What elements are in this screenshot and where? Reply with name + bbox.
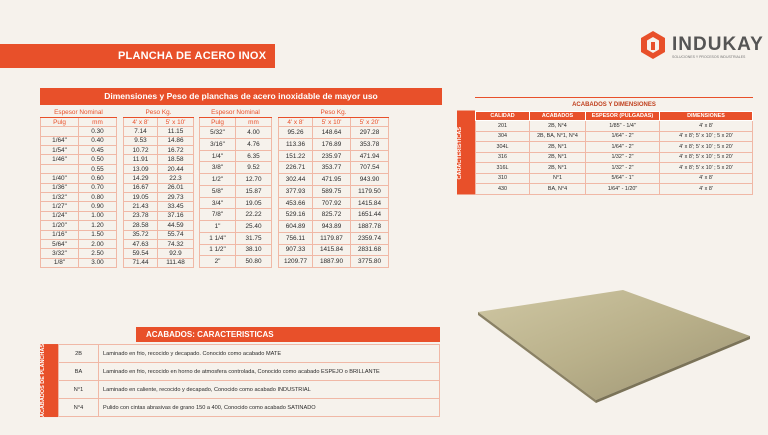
table-cell: 4.76: [236, 139, 272, 151]
caracteristicas-side-label: CARACTERISTICAS: [457, 111, 475, 195]
table-cell: 11.91: [124, 155, 158, 164]
table-cell: 1651.44: [351, 209, 389, 221]
col-5x10: 5' x 10': [158, 117, 194, 126]
table-row: [59, 399, 440, 417]
table-cell: 0.80: [79, 193, 117, 202]
table-cell: 1/64" - 2": [586, 131, 660, 142]
table-row: [200, 221, 389, 233]
finish-description: Laminado en caliente, recocido y decapado, Conocido como acabado INDUSTRIAL: [99, 381, 440, 399]
table-cell: 377.93: [279, 185, 313, 197]
table-cell: 2B, N°1: [530, 142, 586, 153]
acabados-planchas-side-label: ACABADOS DE PLANCHAS: [40, 344, 58, 417]
table-cell: 148.64: [313, 127, 351, 139]
table-row: [41, 221, 194, 230]
steel-plate-image: [478, 290, 758, 410]
table-cell: 113.36: [279, 139, 313, 151]
table-cell: 1/32" - 2": [586, 152, 660, 163]
col-dimensiones: DIMENSIONES: [660, 112, 753, 121]
table-cell: [41, 164, 79, 173]
table-cell: 907.33: [279, 244, 313, 256]
col-pulg-2: Pulg: [200, 117, 236, 126]
table-row: [41, 174, 194, 183]
table-cell: 5/8": [200, 185, 236, 197]
table-cell: 5/32": [200, 127, 236, 139]
table-cell: 59.54: [124, 249, 158, 258]
table-cell: 943.89: [313, 221, 351, 233]
table-cell: 176.89: [313, 139, 351, 151]
table-cell: BA, N°4: [530, 184, 586, 195]
table-cell: 1/64": [41, 136, 79, 145]
table-cell: 38.10: [236, 244, 272, 256]
table-cell: 0.50: [79, 155, 117, 164]
acabados-caracteristicas-section: [40, 327, 440, 417]
table-cell: 3/4": [200, 197, 236, 209]
table-row: [200, 244, 389, 256]
table-cell: 825.72: [313, 209, 351, 221]
table-cell: 2359.74: [351, 232, 389, 244]
table-row: [476, 121, 753, 132]
table-cell: 756.11: [279, 232, 313, 244]
table-row: [41, 249, 194, 258]
table-cell: 1 1/2": [200, 244, 236, 256]
indukay-logo-icon: [640, 30, 666, 60]
table-cell: 3/8": [200, 162, 236, 174]
table-cell: 4' x 8': [660, 184, 753, 195]
table-row: [41, 164, 194, 173]
table-row: [200, 185, 389, 197]
espesor-nominal-header: Espesor Nominal: [41, 108, 117, 117]
table-cell: 529.16: [279, 209, 313, 221]
table-cell: 707.54: [351, 162, 389, 174]
table-cell: 14.86: [158, 136, 194, 145]
table-cell: 31.75: [236, 232, 272, 244]
table-cell: 10.72: [124, 146, 158, 155]
peso-header-2: Peso Kg.: [279, 108, 389, 117]
table-cell: 3.00: [79, 258, 117, 267]
table-cell: 1/27": [41, 202, 79, 211]
table-cell: 28.58: [124, 221, 158, 230]
table-cell: 29.73: [158, 193, 194, 202]
table-cell: 74.32: [158, 239, 194, 248]
finish-code: N°1: [59, 381, 99, 399]
table-cell: 19.05: [236, 197, 272, 209]
table-cell: 4.00: [236, 127, 272, 139]
acabados-caracteristicas-table: [58, 344, 440, 417]
table-cell: 1/8": [41, 258, 79, 267]
table-cell: 26.01: [158, 183, 194, 192]
table-row: [200, 209, 389, 221]
finish-code: 2B: [59, 345, 99, 363]
table-cell: 1179.50: [351, 185, 389, 197]
table-cell: 47.63: [124, 239, 158, 248]
col-4x8: 4' x 8': [124, 117, 158, 126]
table-cell: 0.55: [79, 164, 117, 173]
finish-description: Laminado en frio, recocido en horno de atmosfera controlada, Conocido como acabado ESPEJO o BRILLANTE: [99, 363, 440, 381]
dimensions-table-group2: [199, 108, 389, 268]
table-cell: 1/24": [41, 211, 79, 220]
finish-code: N°4: [59, 399, 99, 417]
table-cell: 235.97: [313, 150, 351, 162]
table-cell: 3/32": [41, 249, 79, 258]
table-cell: 18.58: [158, 155, 194, 164]
table-cell: 1/4": [200, 150, 236, 162]
table-cell: 1.00: [79, 211, 117, 220]
table-cell: 589.75: [313, 185, 351, 197]
table-row: [476, 173, 753, 184]
table-cell: 1415.84: [351, 197, 389, 209]
table-cell: 2B, N°1: [530, 152, 586, 163]
table-cell: 471.95: [313, 174, 351, 186]
table-row: [200, 139, 389, 151]
col-espesor: ESPESOR (PULGADAS): [586, 112, 660, 121]
table-row: [476, 184, 753, 195]
table-row: [59, 363, 440, 381]
table-cell: 15.87: [236, 185, 272, 197]
col-mm: mm: [79, 117, 117, 126]
table-cell: 2.00: [79, 239, 117, 248]
table-row: [200, 162, 389, 174]
table-cell: 1/85" - 1/4": [586, 121, 660, 132]
table-cell: 302.44: [279, 174, 313, 186]
table-row: [476, 163, 753, 174]
col-acabados: ACABADOS: [530, 112, 586, 121]
col-5x10-2: 5' x 10': [313, 117, 351, 126]
table-cell: 0.40: [79, 136, 117, 145]
table-cell: 1/46": [41, 155, 79, 164]
table-cell: 23.78: [124, 211, 158, 220]
table-cell: 19.05: [124, 193, 158, 202]
table-cell: 2831.68: [351, 244, 389, 256]
table-cell: 33.45: [158, 202, 194, 211]
dimensions-table-section: [40, 88, 442, 268]
table-cell: 44.59: [158, 221, 194, 230]
brand-name: INDUKAY: [672, 34, 764, 55]
table-row: [41, 155, 194, 164]
table-cell: 6.35: [236, 150, 272, 162]
table-cell: 2B, N°4: [530, 121, 586, 132]
table-cell: 430: [476, 184, 530, 195]
col-5x20-2: 5' x 20': [351, 117, 389, 126]
table-cell: 604.89: [279, 221, 313, 233]
table-cell: 25.40: [236, 221, 272, 233]
table-cell: 1/54": [41, 146, 79, 155]
table-cell: 3/16": [200, 139, 236, 151]
col-calidad: CALIDAD: [476, 112, 530, 121]
table-cell: 0.70: [79, 183, 117, 192]
table-row: [200, 150, 389, 162]
acabados-dimensiones-table: [475, 111, 753, 195]
table-cell: 1179.87: [313, 232, 351, 244]
table-cell: 310: [476, 173, 530, 184]
table-cell: 55.74: [158, 230, 194, 239]
acabados-dimensiones-title: ACABADOS Y DIMENSIONES: [475, 97, 753, 111]
table-cell: 453.66: [279, 197, 313, 209]
table-cell: 151.22: [279, 150, 313, 162]
table-cell: 12.70: [236, 174, 272, 186]
table-cell: 7/8": [200, 209, 236, 221]
table-row: [41, 146, 194, 155]
table-row: [200, 232, 389, 244]
table-cell: 111.48: [158, 258, 194, 267]
table-cell: 1209.77: [279, 256, 313, 268]
table-cell: 4' x 8': [660, 121, 753, 132]
table-cell: 1.50: [79, 230, 117, 239]
table-cell: 1/40": [41, 174, 79, 183]
table-cell: 4' x 8': [660, 173, 753, 184]
table-cell: N°1: [530, 173, 586, 184]
table-cell: 3775.80: [351, 256, 389, 268]
table-cell: 14.29: [124, 174, 158, 183]
table-cell: 1415.84: [313, 244, 351, 256]
table-cell: 37.16: [158, 211, 194, 220]
table-cell: 943.90: [351, 174, 389, 186]
espesor-nominal-header-2: Espesor Nominal: [200, 108, 272, 117]
finish-code: BA: [59, 363, 99, 381]
table-row: [41, 127, 194, 136]
table-cell: 226.71: [279, 162, 313, 174]
table-cell: 0.30: [79, 127, 117, 136]
table-row: [200, 197, 389, 209]
table-cell: 316: [476, 152, 530, 163]
table-cell: 2B, N°1: [530, 163, 586, 174]
table-cell: 16.67: [124, 183, 158, 192]
table-cell: 1/2": [200, 174, 236, 186]
table-cell: 2": [200, 256, 236, 268]
table-row: [476, 131, 753, 142]
table-cell: [41, 127, 79, 136]
table-cell: 1/64" - 2": [586, 142, 660, 153]
table-row: [41, 239, 194, 248]
table-cell: 1887.90: [313, 256, 351, 268]
table-row: [41, 193, 194, 202]
table-cell: 71.44: [124, 258, 158, 267]
table-cell: 92.9: [158, 249, 194, 258]
acabados-dimensiones-section: [457, 97, 753, 195]
table-cell: 0.90: [79, 202, 117, 211]
table-row: [476, 142, 753, 153]
table-row: [200, 127, 389, 139]
table-cell: 2.50: [79, 249, 117, 258]
table-cell: 0.60: [79, 174, 117, 183]
table-cell: 5/64" - 1": [586, 173, 660, 184]
table-cell: 297.28: [351, 127, 389, 139]
table-row: [41, 136, 194, 145]
table-cell: 353.78: [351, 139, 389, 151]
table-cell: 1/16": [41, 230, 79, 239]
table-cell: 353.77: [313, 162, 351, 174]
table-cell: 1/36": [41, 183, 79, 192]
table-cell: 35.72: [124, 230, 158, 239]
table-cell: 2B, BA, N°1, N°4: [530, 131, 586, 142]
table-cell: 22.3: [158, 174, 194, 183]
table-cell: 471.94: [351, 150, 389, 162]
table-row: [200, 174, 389, 186]
table-cell: 11.15: [158, 127, 194, 136]
table-cell: 9.53: [124, 136, 158, 145]
table-cell: 9.52: [236, 162, 272, 174]
table-cell: 1/32" - 2": [586, 163, 660, 174]
col-4x8-2: 4' x 8': [279, 117, 313, 126]
col-pulg: Pulg: [41, 117, 79, 126]
table-cell: 304L: [476, 142, 530, 153]
table-row: [59, 381, 440, 399]
table-cell: 20.44: [158, 164, 194, 173]
table-row: [200, 256, 389, 268]
col-mm-2: mm: [236, 117, 272, 126]
table-row: [41, 202, 194, 211]
dimensions-table-group1: [40, 108, 194, 268]
table-cell: 7.14: [124, 127, 158, 136]
table-cell: 1887.78: [351, 221, 389, 233]
table-cell: 316L: [476, 163, 530, 174]
table-cell: 1.20: [79, 221, 117, 230]
finish-description: Pulido con cintas abrasivas de grano 150 a 400, Conocido como acabado SATINADO: [99, 399, 440, 417]
table-row: [41, 230, 194, 239]
page-title: PLANCHA DE ACERO INOX: [0, 44, 275, 68]
table-cell: 1 1/4": [200, 232, 236, 244]
table-row: [41, 211, 194, 220]
acabados-caracteristicas-title: ACABADOS: CARACTERISTICAS: [136, 327, 440, 342]
table-cell: 1/64" - 1/20": [586, 184, 660, 195]
table-cell: 95.26: [279, 127, 313, 139]
table-cell: 201: [476, 121, 530, 132]
table-cell: 13.09: [124, 164, 158, 173]
table-cell: 21.43: [124, 202, 158, 211]
table-cell: 4' x 8'; 5' x 10' ; 5 x 20': [660, 163, 753, 174]
table-cell: 16.72: [158, 146, 194, 155]
table-cell: 707.92: [313, 197, 351, 209]
dimensions-table-title: Dimensiones y Peso de planchas de acero inoxidable de mayor uso: [40, 88, 442, 105]
table-cell: 22.22: [236, 209, 272, 221]
table-cell: 5/64": [41, 239, 79, 248]
table-cell: 50.80: [236, 256, 272, 268]
table-cell: 4' x 8'; 5' x 10' ; 5 x 20': [660, 142, 753, 153]
brand-logo: [640, 30, 764, 66]
finish-description: Laminado en frio, recocido y decapado. Conocido como acabado MATE: [99, 345, 440, 363]
table-cell: 304: [476, 131, 530, 142]
table-cell: 1/32": [41, 193, 79, 202]
table-cell: 1": [200, 221, 236, 233]
peso-header: Peso Kg.: [124, 108, 194, 117]
brand-tagline: SOLUCIONES Y PROCESOS INDUSTRIALES: [672, 55, 746, 59]
table-cell: 0.45: [79, 146, 117, 155]
table-row: [476, 152, 753, 163]
table-cell: 4' x 8'; 5' x 10' ; 5 x 20': [660, 152, 753, 163]
table-cell: 4' x 8'; 5' x 10' ; 5 x 20': [660, 131, 753, 142]
table-row: [59, 345, 440, 363]
table-row: [41, 258, 194, 267]
table-row: [41, 183, 194, 192]
table-cell: 1/20": [41, 221, 79, 230]
